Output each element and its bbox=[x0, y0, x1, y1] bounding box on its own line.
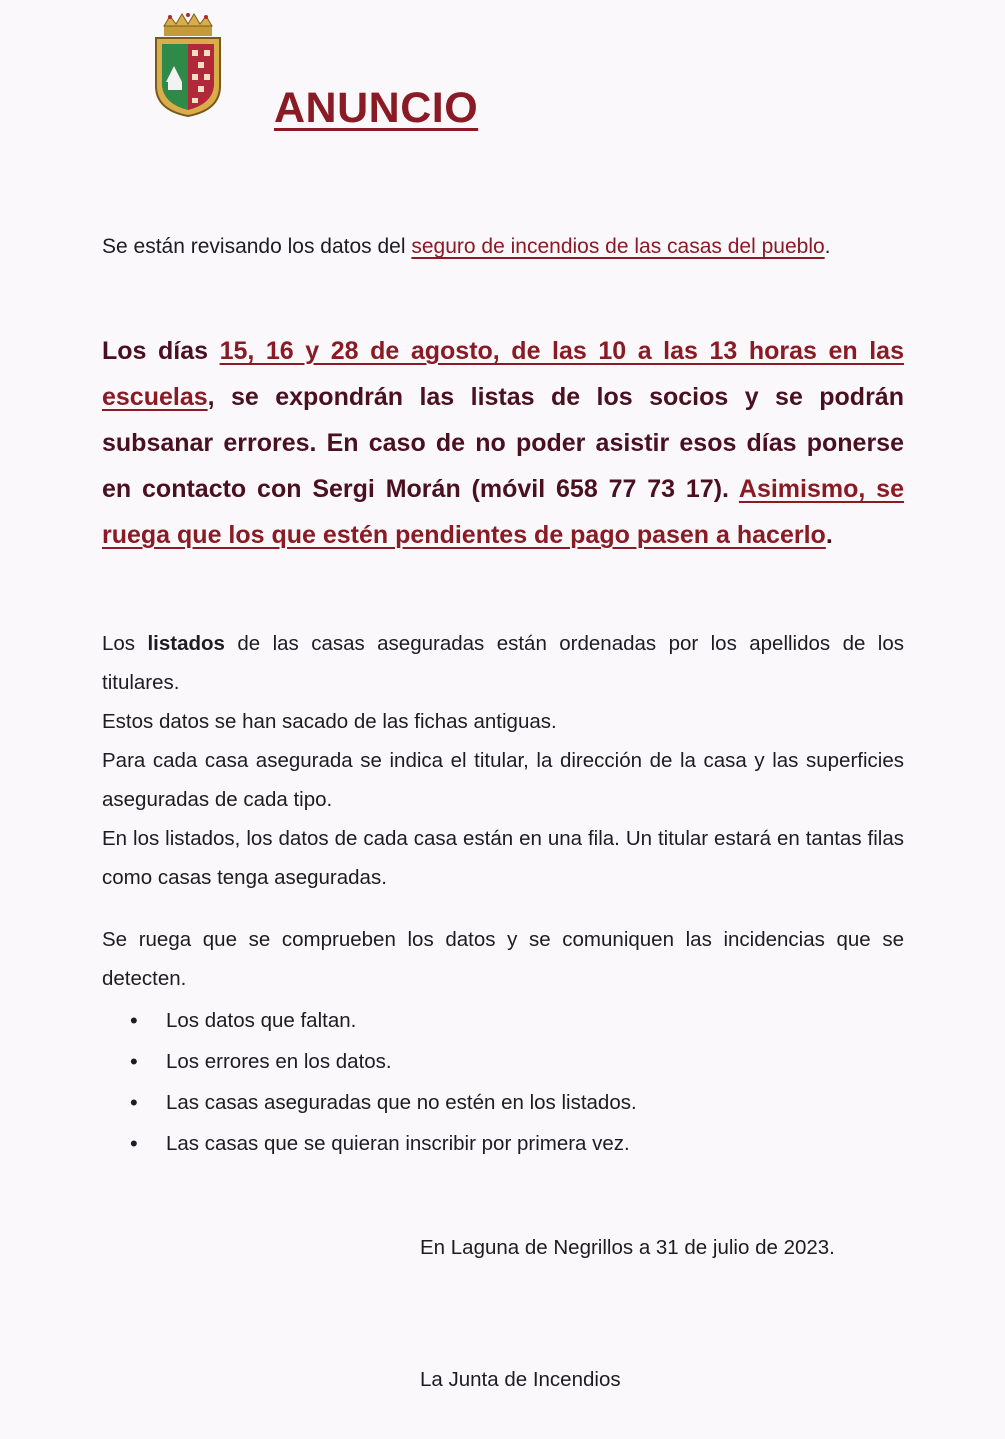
place-date: En Laguna de Negrillos a 31 de julio de 2023. bbox=[420, 1236, 835, 1259]
payment-reminder: Asimismo, se ruega que los que estén pendientes de pago pasen a hacerlo bbox=[102, 475, 904, 549]
info-line-source: Estos datos se han sacado de las fichas antiguas. bbox=[102, 710, 557, 733]
insurance-topic: seguro de incendios de las casas del pueblo bbox=[411, 235, 825, 258]
info-paragraph bbox=[102, 624, 904, 897]
request-paragraph: Se ruega que se comprueben los datos y se comuniquen las incidencias que se detecten. bbox=[102, 928, 904, 990]
info-line-fields: Para cada casa asegurada se indica el titular, la dirección de la casa y las superficies aseguradas de cada tipo. bbox=[102, 749, 904, 811]
list-item: • Los errores en los datos. bbox=[130, 1041, 830, 1082]
list-item: • Los datos que faltan. bbox=[130, 1000, 830, 1041]
coat-of-arms-icon bbox=[150, 12, 226, 120]
list-item: • Las casas que se quieran inscribir por primera vez. bbox=[130, 1123, 830, 1164]
info-line-1-bold: listados bbox=[147, 632, 225, 655]
schedule-body: , se expondrán las listas de los socios y se podrán subsanar errores. En caso de no poder asistir esos días ponerse en contacto con Sergi Morán (móvil 658 77 73 17). bbox=[102, 383, 904, 503]
schedule-dates: 15, 16 y 28 de agosto, de las 10 a las 13 horas en las escuelas bbox=[102, 337, 904, 411]
info-line-1-post: de las casas aseguradas están ordenadas por los apellidos de los titulares. bbox=[102, 632, 904, 694]
info-line-1-pre: Los bbox=[102, 632, 148, 655]
info-line-listings bbox=[102, 624, 904, 702]
schedule-lead: Los días bbox=[102, 337, 220, 365]
schedule-paragraph bbox=[102, 328, 904, 558]
signature: La Junta de Incendios bbox=[420, 1368, 621, 1391]
intro-text: Se están revisando los datos del bbox=[102, 235, 412, 258]
incidents-list bbox=[130, 1000, 830, 1164]
intro-paragraph bbox=[102, 226, 904, 267]
schedule-end: . bbox=[825, 521, 833, 549]
intro-end: . bbox=[824, 235, 831, 258]
info-line-rows: En los listados, los datos de cada casa están en una fila. Un titular estará en tantas filas como casas tenga aseguradas. bbox=[102, 827, 904, 889]
list-item: • Las casas aseguradas que no estén en los listados. bbox=[130, 1082, 830, 1123]
page-title: ANUNCIO bbox=[274, 84, 479, 132]
